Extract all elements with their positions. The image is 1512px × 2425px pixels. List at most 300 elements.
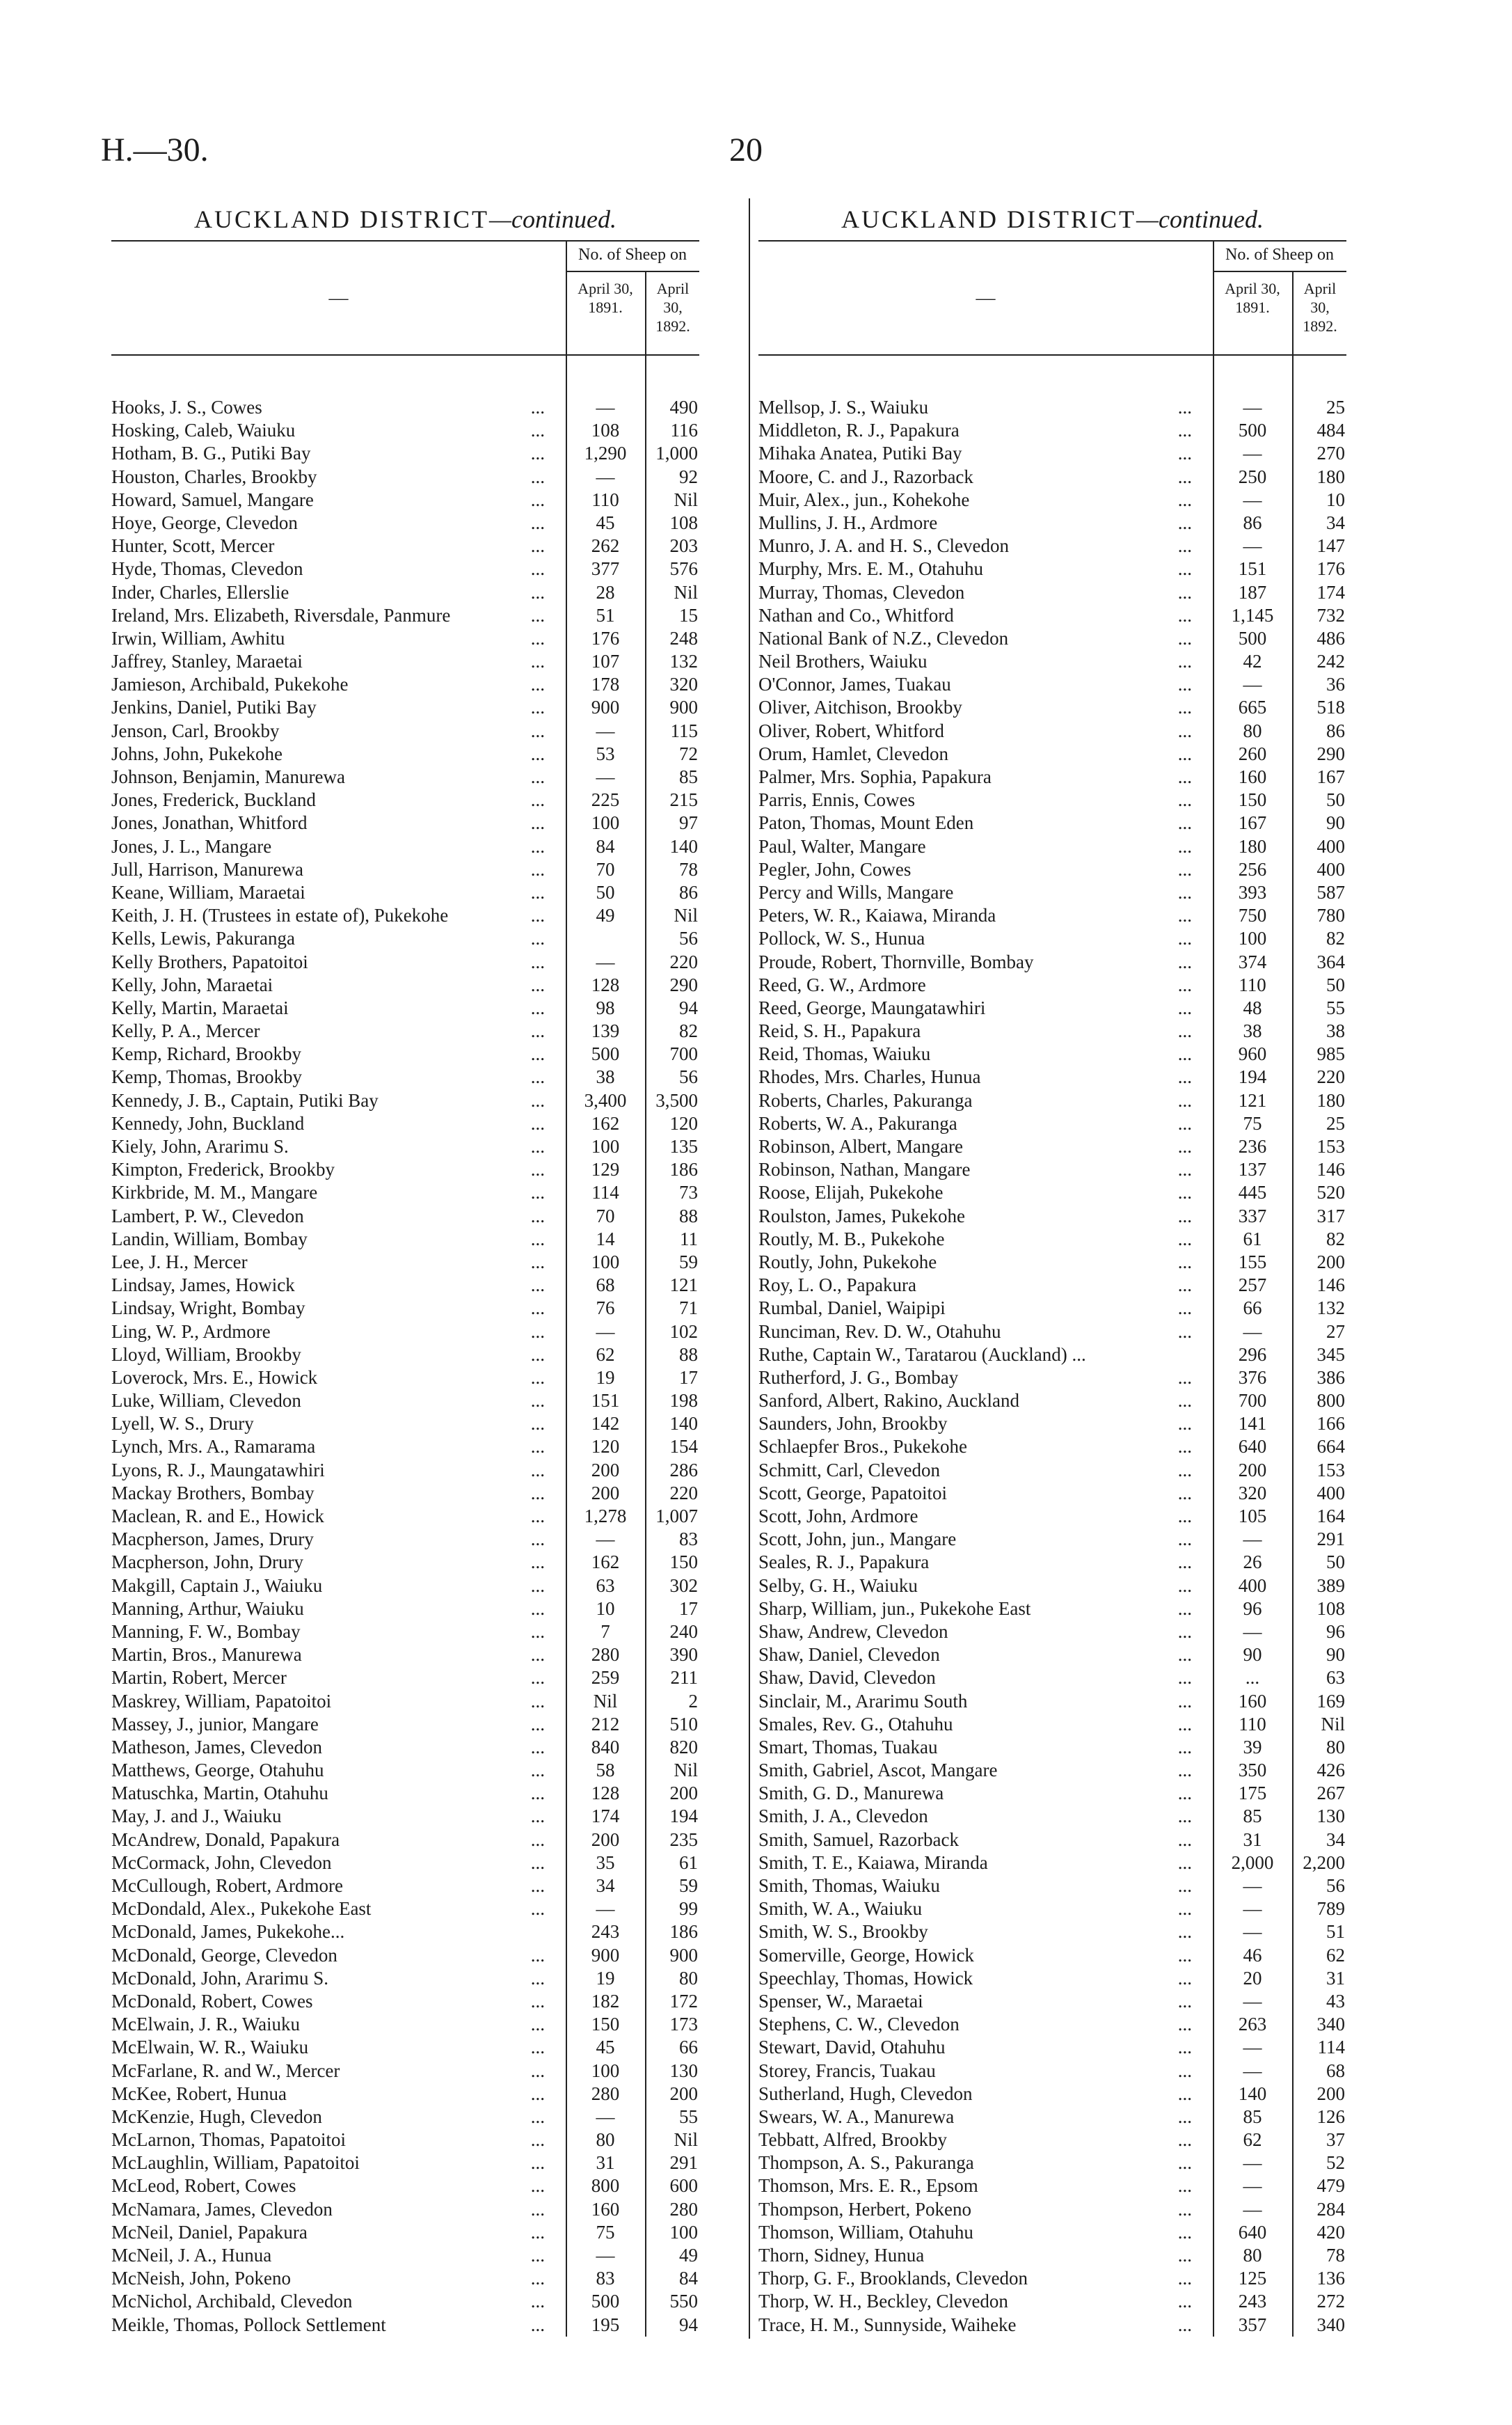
sheep-1892: 56 [679,928,698,949]
sheep-1891: 125 [1238,2268,1267,2289]
owner-name-cell [111,604,566,627]
owner-name: Munro, J. A. and H. S., Clevedon [758,535,1009,557]
table-row [758,2290,1346,2313]
sheep-1892: 88 [679,1205,698,1226]
sheep-1892: 59 [679,1875,698,1896]
table-row [758,1574,1346,1597]
sheep-1891: 259 [591,1667,620,1689]
sheep-1892: 169 [1316,1690,1345,1712]
owner-name-cell [111,1043,566,1066]
owner-name: Meikle, Thomas, Pollock Settlement [111,2314,386,2335]
owner-name: Hyde, Thomas, Clevedon [111,558,303,580]
sheep-1892: 520 [1316,1182,1345,1203]
sheep-1891 [566,927,645,950]
sheep-1892: 108 [1316,1597,1345,1619]
sheep-1892: 215 [669,789,698,811]
owner-name: Jenson, Carl, Brookby [111,720,280,741]
table-row [758,442,1346,465]
owner-name-cell [758,1805,1213,1828]
sheep-1892: 291 [1316,1529,1345,1550]
owner-name: Speechlay, Thomas, Howick [758,1967,973,1989]
dot-leader: ... [530,1851,545,1873]
owner-name-cell [758,1874,1213,1897]
owner-name: Roy, L. O., Papakura [758,1274,916,1296]
sheep-1891: 640 [1238,1436,1267,1458]
dot-leader: ... [1177,1551,1192,1573]
owner-name: Thorp, G. F., Brooklands, Clevedon [758,2268,1028,2289]
dot-leader: ... [1177,1182,1192,1203]
sheep-1891: 162 [591,1551,620,1573]
owner-name: Lyell, W. S., Drury [111,1413,254,1435]
owner-name-cell [758,1435,1213,1458]
owner-name: Smith, J. A., Clevedon [758,1806,928,1827]
sheep-1892: 96 [1326,1620,1345,1642]
dot-leader: ... [1177,1297,1192,1319]
sheep-1892: 94 [679,2314,698,2335]
sheep-1891: — [1243,1529,1262,1550]
sheep-1891: Nil [593,1690,618,1712]
sheep-1891: 262 [591,535,620,557]
owner-name-cell [111,904,566,927]
sheep-1892: 340 [1316,2014,1345,2035]
owner-name: Hunter, Scott, Mercer [111,535,275,557]
sheep-1891: 137 [1238,1159,1267,1180]
dot-leader: ... [530,2314,545,2335]
dot-leader: ... [1177,1597,1192,1619]
table-row [758,1343,1346,1366]
sheep-1891: 80 [596,2129,615,2151]
owner-name-cell [758,2174,1213,2197]
sheep-1891: 128 [591,974,620,995]
sheep-1892: 84 [679,2268,698,2289]
owner-name: Proude, Robert, Thornville, Bombay [758,951,1034,972]
sheep-1891: — [596,951,615,972]
owner-name-cell [758,1643,1213,1666]
owner-name-cell [758,1944,1213,1967]
owner-name-cell [758,2244,1213,2267]
dot-leader: ... [530,1413,545,1435]
dot-leader: ... [1177,581,1192,603]
owner-name-cell [111,1274,566,1297]
owner-name: Shaw, Andrew, Clevedon [758,1620,948,1642]
table-row [758,1666,1346,1689]
owner-name-cell [111,2128,566,2151]
sheep-1892: Nil [674,905,698,926]
sheep-1892: 49 [679,2245,698,2266]
owner-name-cell [111,1597,566,1620]
table-row [111,1389,699,1412]
owner-name-cell [111,2290,566,2313]
sheep-1892: 800 [1316,1390,1345,1412]
table-row [111,1043,699,1066]
dot-leader: ... [530,1482,545,1503]
sheep-1892: 172 [669,1990,698,2012]
owner-name: Lloyd, William, Brookby [111,1343,301,1365]
owner-name: Smith, G. D., Manurewa [758,1783,944,1804]
owner-name: Loverock, Mrs. E., Howick [111,1366,318,1388]
sheep-1891: 76 [596,1297,615,1319]
sheep-1892: 180 [1316,1089,1345,1111]
dot-leader: ... [1177,2314,1192,2335]
owner-name-cell [758,650,1213,673]
table-row [758,881,1346,904]
sheep-1892: 518 [1316,697,1345,718]
sheep-1892: Nil [674,489,698,510]
dot-leader: ... [530,1182,545,1203]
owner-name-cell [758,604,1213,627]
dot-leader: ... [530,2083,545,2104]
sheep-1891: 151 [1238,558,1267,580]
table-row [758,1043,1346,1066]
owner-name-cell [758,1551,1213,1574]
sheep-1892: 36 [1326,674,1345,695]
table-row [111,1805,699,1828]
sheep-1891: 100 [591,1136,620,1157]
table-row [111,858,699,881]
owner-name: Sinclair, M., Ararimu South [758,1690,968,1712]
sheep-1892: 272 [1316,2291,1345,2312]
owner-name: Roulston, James, Pukekohe [758,1205,965,1226]
dot-leader: ... [1177,1898,1192,1920]
table-row [758,581,1346,604]
owner-name-cell [758,1412,1213,1435]
owner-name: Kemp, Richard, Brookby [111,1043,301,1065]
owner-name-cell [758,1112,1213,1135]
sheep-1892: 576 [669,558,698,580]
sheep-1891: 31 [1243,1828,1262,1850]
sheep-1891: — [1243,443,1262,464]
sheep-1892: 85 [679,766,698,787]
sheep-1891: — [1243,1990,1262,2012]
dot-leader: ... [1177,1043,1192,1065]
owner-name: Moore, C. and J., Razorback [758,466,973,487]
owner-name-cell [111,1366,566,1389]
owner-name-cell [111,1759,566,1782]
dot-leader: ... [530,1043,545,1065]
owner-name: Somerville, George, Howick [758,1944,974,1966]
sheep-1892: 789 [1316,1898,1345,1920]
owner-name: Schmitt, Carl, Clevedon [758,1459,940,1480]
sheep-1891: 665 [1238,697,1267,718]
table-row [758,1158,1346,1181]
owner-name: Makgill, Captain J., Waiuku [111,1574,323,1596]
owner-name: Roose, Elijah, Pukekohe [758,1182,944,1203]
sheep-1891: — [1243,535,1262,557]
owner-name: Maclean, R. and E., Howick [111,1506,324,1526]
dot-leader: ... [1177,1205,1192,1226]
owner-name: Robinson, Albert, Mangare [758,1136,963,1157]
sheep-1892: 364 [1316,951,1345,972]
sheep-1892: 1,000 [655,443,698,464]
owner-name: Ireland, Mrs. Elizabeth, Riversdale, Panmure [111,604,451,626]
table-row [111,2060,699,2083]
owner-name: Reed, George, Maungatawhiri [758,997,986,1018]
dot-leader: ... [530,951,545,972]
owner-name-cell [111,1574,566,1597]
table-row [111,1435,699,1458]
sheep-1892: 400 [1316,858,1345,880]
sheep-1891: 48 [1243,997,1262,1018]
dot-leader: ... [1177,627,1192,649]
owner-name: Jull, Harrison, Manurewa [111,858,303,880]
table-row [111,1666,699,1689]
sheep-1891: 84 [596,835,615,857]
owner-name-cell [758,974,1213,997]
dot-leader: ... [1177,835,1192,857]
sheep-1892: 200 [1316,2083,1345,2104]
sheep-1891: 160 [591,2198,620,2220]
sheep-1891: 357 [1238,2314,1267,2335]
dot-leader: ... [530,858,545,880]
owner-name-cell [111,1944,566,1967]
dot-leader: ... [1177,928,1192,949]
owner-name-cell [111,835,566,858]
owner-name-cell [758,1135,1213,1158]
sheep-1891: 180 [1238,835,1267,857]
owner-name: Kirkbride, M. M., Mangare [111,1182,318,1203]
owner-name-cell [758,743,1213,766]
sheep-1892: 63 [1326,1667,1345,1689]
column-divider [749,198,750,2339]
owner-name: Lee, J. H., Mercer [111,1251,248,1272]
owner-name: McNeish, John, Pokeno [111,2268,291,2289]
sheep-1892: 174 [1316,581,1345,603]
table-row [111,1828,699,1851]
table-row [111,419,699,442]
dot-leader: ... [530,2198,545,2220]
sheep-1892: 25 [1326,1112,1345,1134]
owner-name-cell [111,1505,566,1528]
table-row [758,812,1346,835]
sheep-1891: 162 [591,1112,620,1134]
dot-leader: ... [1177,1413,1192,1435]
owner-name-cell [758,2083,1213,2106]
sheep-1892: 291 [669,2152,698,2174]
table-row [758,673,1346,696]
sheep-1891: 225 [591,789,620,811]
sheep-1891: — [596,2245,615,2266]
sheep-1892: 490 [669,397,698,418]
owner-name: Jenkins, Daniel, Putiki Bay [111,697,317,718]
dot-leader: ... [530,812,545,834]
dot-leader: ... [1177,1783,1192,1804]
owner-name: Robinson, Nathan, Mangare [758,1159,971,1180]
sheep-1892: 121 [669,1274,698,1296]
dot-leader: ... [530,1667,545,1689]
dot-leader: ... [530,1020,545,1042]
table-row [758,789,1346,812]
table-row [111,2314,699,2337]
sheep-1891: 142 [591,1413,620,1435]
owner-name-cell [111,2013,566,2036]
sheep-1891: 150 [591,2014,620,2035]
dot-leader: ... [530,2106,545,2127]
sheep-1892: 15 [679,604,698,626]
table-row [111,2244,699,2267]
owner-name-cell [758,1736,1213,1759]
table-row [111,1736,699,1759]
table-row [111,927,699,950]
sheep-1892: 164 [1316,1506,1345,1526]
owner-name: McLarnon, Thomas, Papatoitoi [111,2129,346,2151]
sheep-1891: 19 [596,1366,615,1388]
sheep-1892: 486 [1316,627,1345,649]
owner-name-cell [758,2128,1213,2151]
sheep-1892: 38 [1326,1020,1345,1042]
table-row [111,1343,699,1366]
name-heading-dash: — [976,287,996,309]
owner-name-cell [111,419,566,442]
sheep-1892: 92 [679,466,698,487]
owner-name-cell [111,627,566,650]
sheep-1891: 377 [591,558,620,580]
owner-name: Oliver, Aitchison, Brookby [758,697,962,718]
owner-name-cell [758,2013,1213,2036]
sheep-1891: 640 [1238,2221,1267,2243]
dot-leader: ... [1177,1506,1192,1526]
table-row [758,1551,1346,1574]
dot-leader: ... [1177,1482,1192,1503]
sheep-1892: 420 [1316,2221,1345,2243]
sheep-1891: 280 [591,1644,620,1666]
owner-name: McDonald, Robert, Cowes [111,1990,313,2012]
table-row [111,581,699,604]
dot-leader: ... [1177,2245,1192,2266]
owner-name-cell [758,1274,1213,1297]
sheep-1892: 240 [669,1620,698,1642]
owner-name: Jones, J. L., Mangare [111,835,272,857]
dot-leader: ... [530,1574,545,1596]
sheep-1892: 146 [1316,1159,1345,1180]
table-row [111,604,699,627]
sheep-1891: 960 [1238,1043,1267,1065]
owner-name-cell [758,1851,1213,1874]
owner-name: Manning, F. W., Bombay [111,1620,301,1642]
owner-name-cell [758,535,1213,558]
table-row [111,1967,699,1990]
table-row [111,673,699,696]
sheep-1892: 83 [679,1529,698,1550]
owner-name: Keith, J. H. (Trustees in estate of), Pukekohe [111,905,449,926]
right-column [758,198,1346,2337]
owner-name-cell [758,1690,1213,1713]
owner-name: McLaughlin, William, Papatoitoi [111,2152,360,2174]
sheep-1892: 211 [670,1667,698,1689]
dot-leader: ... [1177,2291,1192,2312]
table-row [111,2013,699,2036]
sheep-1892: 985 [1316,1043,1345,1065]
owner-name-cell [758,1482,1213,1505]
table-row [111,489,699,512]
table-row [758,1736,1346,1759]
sheep-1891: 900 [591,1944,620,1966]
dot-leader: ... [530,974,545,995]
owner-name-cell [758,2036,1213,2059]
dot-leader: ... [530,1436,545,1458]
sheep-1892: 50 [1326,789,1345,811]
owner-name-cell [758,1828,1213,1851]
table-row [758,2036,1346,2059]
owner-name-cell [111,1459,566,1482]
owner-name-cell [111,1920,566,1943]
dot-leader: ... [1177,974,1192,995]
table-row [111,1112,699,1135]
table-row [111,720,699,743]
sheep-1892: 186 [669,1159,698,1180]
sheep-1892: 900 [669,697,698,718]
table-row [758,489,1346,512]
owner-name: Matuschka, Martin, Otahuhu [111,1783,328,1804]
owner-name-cell [111,1089,566,1112]
owner-name: McFarlane, R. and W., Mercer [111,2060,340,2081]
table-row [758,1713,1346,1736]
owner-name: Thorn, Sidney, Hunua [758,2245,925,2266]
owner-name-cell [758,1043,1213,1066]
table-row [758,535,1346,558]
dot-leader: ... [1177,2221,1192,2243]
dot-leader: ... [1177,2106,1192,2127]
table-row [111,789,699,812]
sheep-1892: Nil [674,581,698,603]
sheep-1891: 49 [596,905,615,926]
dot-leader: ... [1177,443,1192,464]
sheep-1891: 83 [596,2268,615,2289]
table-row [758,627,1346,650]
owner-name-cell [758,881,1213,904]
dot-leader: ... [1177,997,1192,1018]
owner-name-cell [758,2290,1213,2313]
sheep-1891: 45 [596,512,615,533]
owner-name: Hotham, B. G., Putiki Bay [111,443,311,464]
owner-name: Smith, Gabriel, Ascot, Mangare [758,1760,998,1781]
table-row [758,951,1346,974]
dot-leader: ... [530,1760,545,1781]
dot-leader: ... [530,1990,545,2012]
sheep-1891: 100 [591,812,620,834]
owner-name-cell [111,1967,566,1990]
table-row [111,627,699,650]
sheep-1891: 250 [1238,466,1267,487]
sheep-1891: 2,000 [1231,1851,1274,1873]
table-row [111,1135,699,1158]
dot-leader: ... [530,1112,545,1134]
dot-leader: ... [530,1506,545,1526]
sheep-1892: 31 [1326,1967,1345,1989]
sheep-1892: 71 [679,1297,698,1319]
owner-name-cell [111,1551,566,1574]
table-row [758,1920,1346,1943]
table-row [758,997,1346,1020]
sheep-1891: — [1243,1320,1262,1342]
dot-leader: ... [530,720,545,741]
owner-name: Kiely, John, Ararimu S. [111,1136,289,1157]
dot-leader: ... [1177,2268,1192,2289]
owner-name: Thompson, A. S., Pakuranga [758,2152,974,2174]
dot-leader: ... [530,881,545,903]
owner-name: Mihaka Anatea, Putiki Bay [758,443,962,464]
dot-leader: ... [1177,1136,1192,1157]
sheep-1892: 320 [669,674,698,695]
sheep-1891: 500 [1238,420,1267,441]
owner-name: Roberts, Charles, Pakuranga [758,1089,973,1111]
sheep-1891: 1,145 [1231,604,1274,626]
sheep-1891: 182 [591,1990,620,2012]
table-row [758,1112,1346,1135]
dot-leader: ... [530,2268,545,2289]
owner-name-cell [111,466,566,489]
owner-name: Jamieson, Archibald, Pukekohe [111,674,349,695]
sheep-1891: 393 [1238,881,1267,903]
